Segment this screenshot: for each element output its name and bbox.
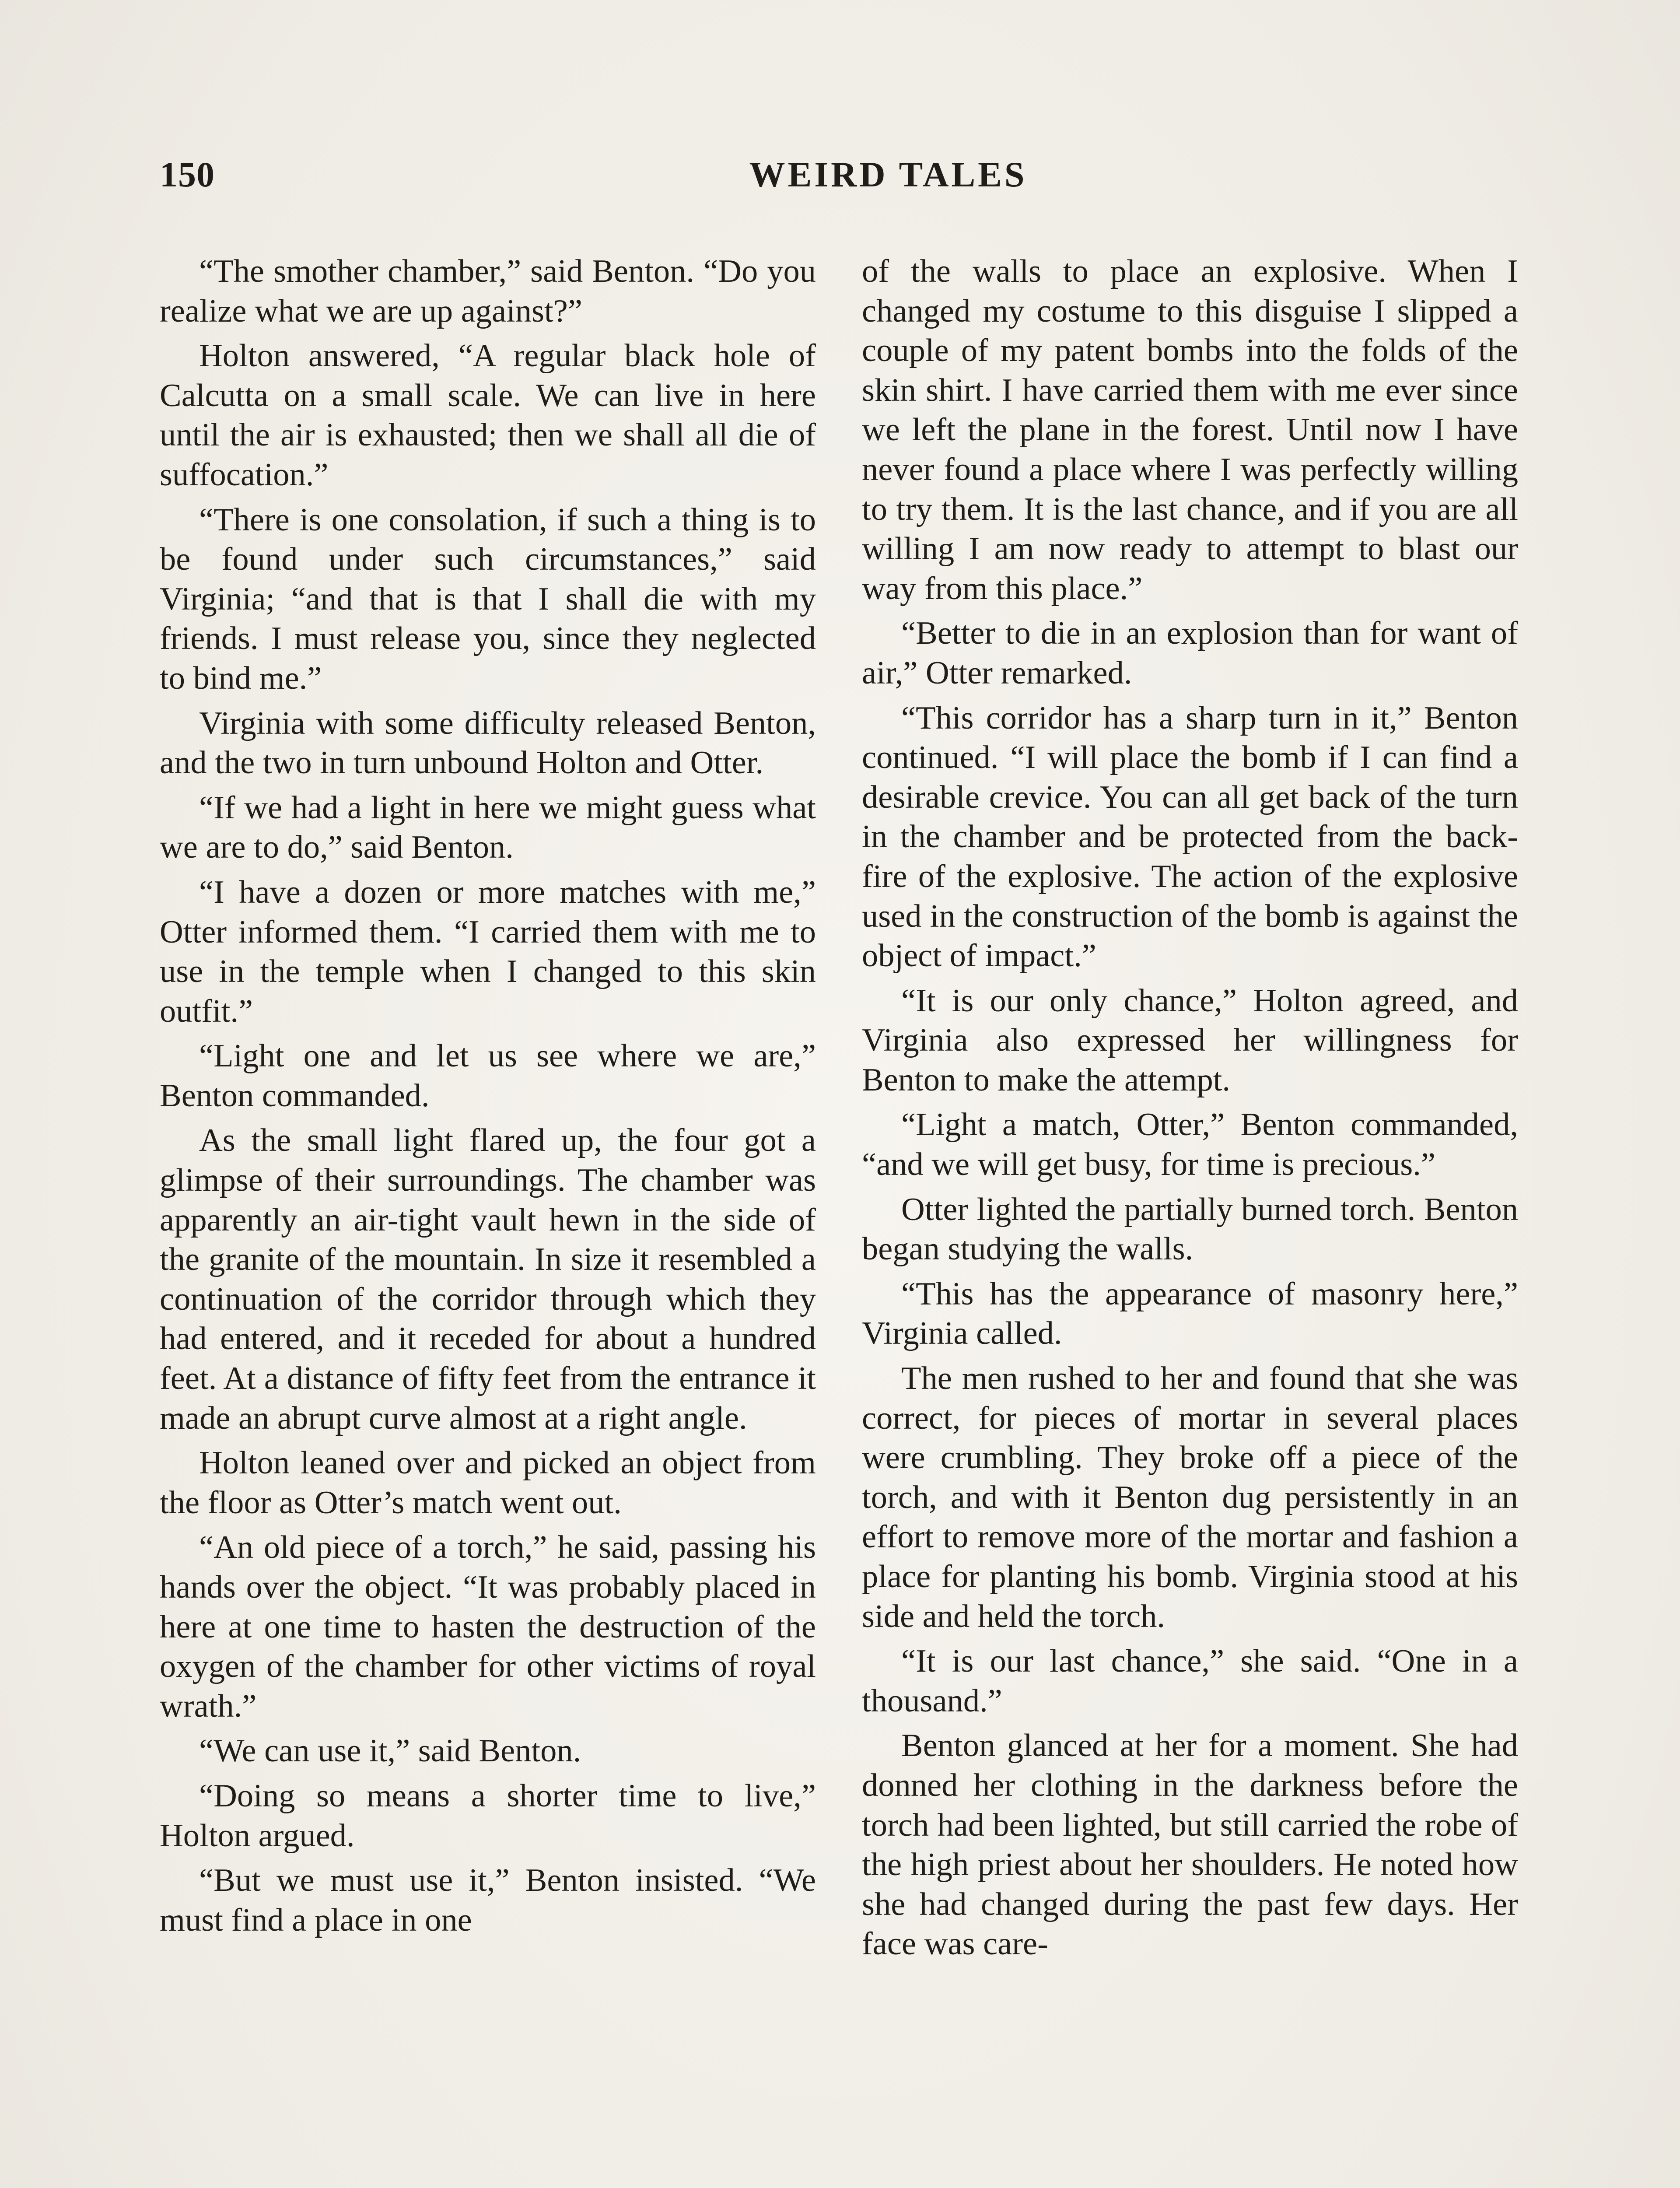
paragraph: “There is one consolation, if such a thing is to be found under such circumstances,” said Virginia; “and that is that I shall die with my friends. I must release you, since they neglected to bind me.” (160, 501, 816, 696)
paragraph: “If we had a light in here we might guess what we are to do,” said Benton. (160, 789, 816, 866)
paragraph: Virginia with some difficulty released Benton, and the two in turn unbound Holton and Otter. (160, 705, 816, 781)
paragraph: Holton answered, “A regular black hole of Calcutta on a small scale. We can live in here until the air is exhausted; then we shall all die of suffocation.” (160, 338, 816, 493)
paragraph: As the small light flared up, the four got a glimpse of their surroundings. The chamber was apparently an air-tight vault hewn in the side of the granite of the mountain. In size it resembled a continuation of the corridor through which they had entered, and it receded for about a hundred feet. At a distance of fifty feet from the entrance it made an abrupt curve almost at a right angle. (160, 1122, 816, 1436)
paragraph: “Light a match, Otter,” Benton commanded, “and we will get busy, for time is precious.” (862, 1107, 1518, 1183)
right-column (862, 252, 1518, 1969)
left-column (160, 252, 816, 1945)
continued-paragraph: of the walls to place an explosive. When I changed my costume to this disguise I slipped a couple of my patent bombs into the folds of the skin shirt. I have carried them with me ever since we left the plane in the forest. Until now I have never found a place where I was perfectly willing to try them. It is the last chance, and if you are all willing I am now ready to attempt to blast our way from this place.” (862, 253, 1518, 607)
paragraph: Otter lighted the partially burned torch. Benton began studying the walls. (862, 1191, 1518, 1267)
page-number: 150 (160, 154, 215, 194)
running-title: WEIRD TALES (749, 154, 1027, 194)
paragraph: Benton glanced at her for a moment. She had donned her clothing in the darkness before the torch had been lighted, but still carried the robe of the high priest about her shoulders. He noted how she had changed during the past few days. Her face was care- (862, 1728, 1518, 1962)
page-header (160, 154, 1520, 202)
paragraph: “We can use it,” said Benton. (199, 1733, 581, 1769)
paragraph: “This corridor has a sharp turn in it,” Benton continued. “I will place the bomb if I can find a desirable crevice. You can all get back of the turn in the chamber and be protected from the back-fire of the explosive. The action of the explosive used in the construction of the bomb is against the object of impact.” (862, 700, 1518, 974)
paragraph: “It is our last chance,” she said. “One in a thousand.” (862, 1643, 1518, 1719)
paragraph: “Light one and let us see where we are,” Benton commanded. (160, 1038, 816, 1114)
paragraph: “It is our only chance,” Holton agreed, and Virginia also expressed her willingness for Benton to make the attempt. (862, 982, 1518, 1098)
paragraph: “The smother chamber,” said Benton. “Do you realize what we are up against?” (160, 253, 816, 329)
paragraph: Holton leaned over and picked an object from the floor as Otter’s match went out. (160, 1445, 816, 1521)
paragraph: “This has the appearance of masonry here,” Virginia called. (862, 1276, 1518, 1352)
paragraph: “But we must use it,” Benton insisted. “We must find a place in one (160, 1862, 816, 1938)
paragraph: The men rushed to her and found that she was correct, for pieces of mortar in several places were crumbling. They broke off a piece of the torch, and with it Benton dug persistently in an effort to remove more of the mortar and fashion a place for planting his bomb. Virginia stood at his side and held the torch. (862, 1360, 1518, 1634)
paragraph: “Doing so means a shorter time to live,” Holton argued. (160, 1778, 816, 1854)
paragraph: “I have a dozen or more matches with me,” Otter informed them. “I carried them with me to use in the temple when I changed to this skin outfit.” (160, 874, 816, 1029)
paragraph: “Better to die in an explosion than for want of air,” Otter remarked. (862, 615, 1518, 691)
paragraph: “An old piece of a torch,” he said, passing his hands over the object. “It was probably placed in here at one time to hasten the destruction of the oxygen of the chamber for other victims of royal wrath.” (160, 1529, 816, 1724)
